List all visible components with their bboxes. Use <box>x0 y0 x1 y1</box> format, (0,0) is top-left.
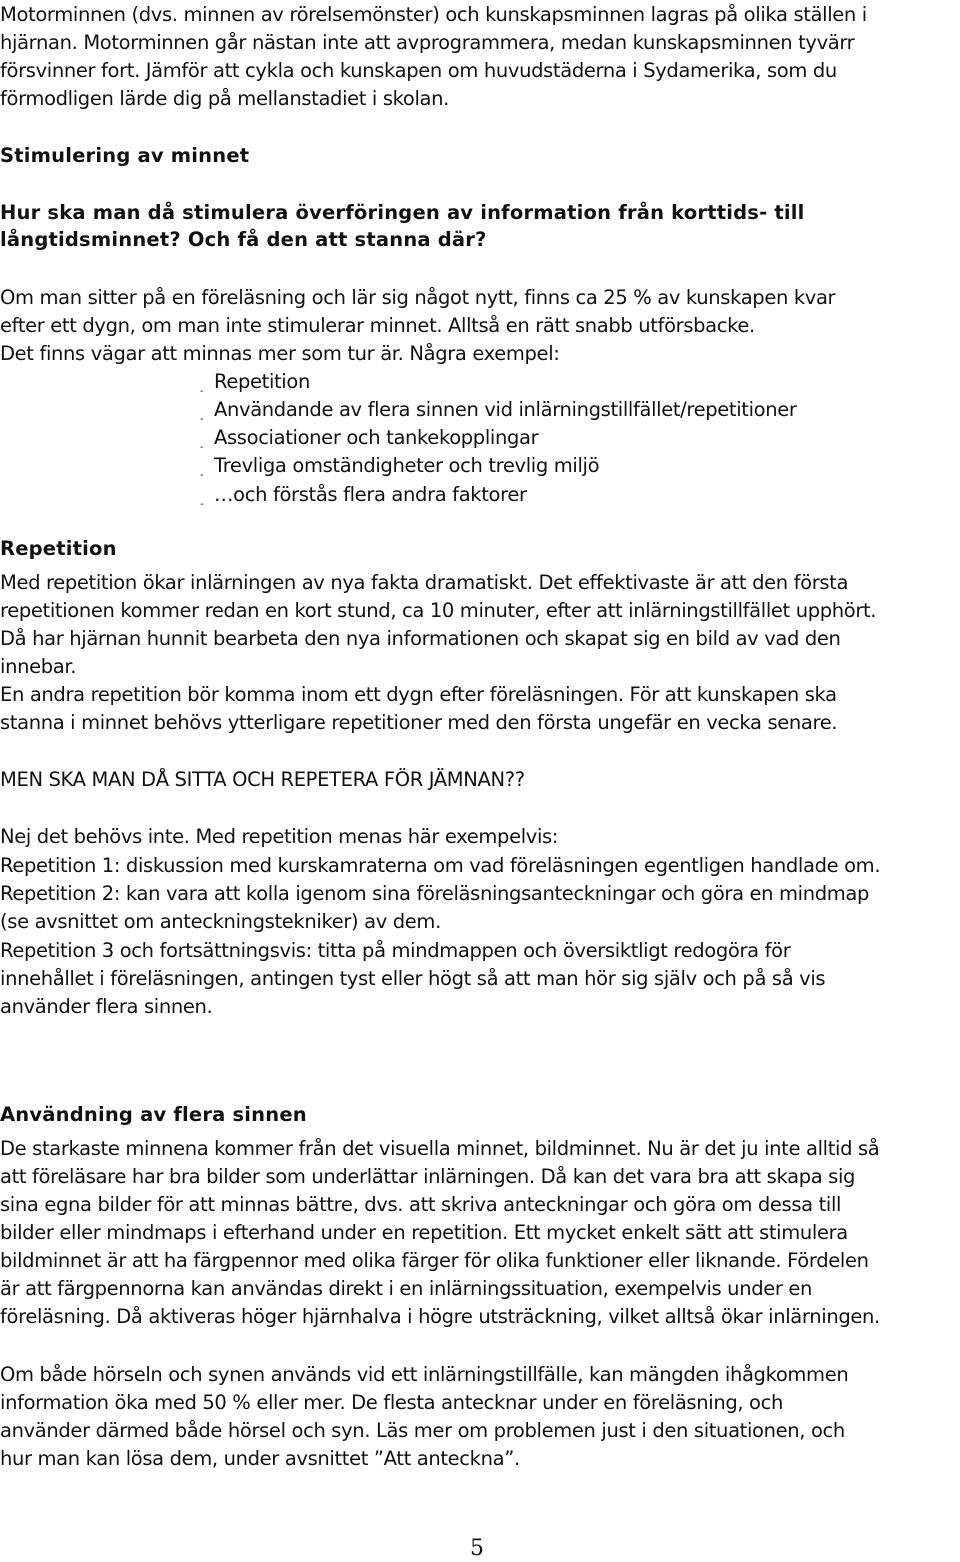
page-number: 5 <box>470 1536 484 1561</box>
body-line: repetitionen kommer redan en kort stund, ca 10 minuter, efter att inlärningstillfället upphört. <box>0 599 877 622</box>
body-line: efter ett dygn, om man inte stimulerar minnet. Alltså en rätt snabb utförsbacke. <box>0 314 755 337</box>
intro-line: Motorminnen (dvs. minnen av rörelsemönster) och kunskapsminnen lagras på olika ställen i <box>0 3 867 26</box>
body-line: hur man kan lösa dem, under avsnittet ”Att anteckna”. <box>0 1447 520 1470</box>
bullet-mark: - <box>200 499 204 510</box>
bullet-mark: - <box>200 414 204 425</box>
intro-line: hjärnan. Motorminnen går nästan inte att avprogrammera, medan kunskapsminnen tyvärr <box>0 31 855 54</box>
list-item-text: …och förstås flera andra faktorer <box>214 483 527 506</box>
bullet-mark: - <box>200 470 204 481</box>
body-line: att föreläsare har bra bilder som underlättar inlärningen. Då kan det vara bra att skapa sig <box>0 1165 856 1188</box>
bullet-mark: - <box>200 386 204 397</box>
list-item-text: Associationer och tankekopplingar <box>214 426 539 449</box>
list-item <box>200 481 527 519</box>
body-line: Nej det behövs inte. Med repetition menas här exempelvis: <box>0 825 559 848</box>
section-heading-repetition: Repetition <box>0 537 117 560</box>
list-item-text: Repetition <box>214 370 310 393</box>
list-item-text: Användande av flera sinnen vid inlärningstillfället/repetitioner <box>214 398 797 421</box>
emphasis-line: MEN SKA MAN DÅ SITTA OCH REPETERA FÖR JÄMNAN?? <box>0 768 525 791</box>
body-line: information öka med 50 % eller mer. De flesta antecknar under en föreläsning, och <box>0 1391 784 1414</box>
body-line: Om man sitter på en föreläsning och lär sig något nytt, finns ca 25 % av kunskapen kvar <box>0 286 836 309</box>
body-line: (se avsnittet om anteckningstekniker) av dem. <box>0 910 441 933</box>
body-line: Om både hörseln och synen används vid ett inlärningstillfälle, kan mängden ihågkommen <box>0 1363 849 1386</box>
body-line: Med repetition ökar inlärningen av nya fakta dramatiskt. Det effektivaste är att den första <box>0 571 849 594</box>
body-line: sina egna bilder för att minnas bättre, dvs. att skriva anteckningar och göra om dessa till <box>0 1193 842 1216</box>
body-line: De starkaste minnena kommer från det visuella minnet, bildminnet. Nu är det ju inte alltid så <box>0 1137 880 1160</box>
body-line: stanna i minnet behövs ytterligare repetitioner med den första ungefär en vecka senare. <box>0 711 838 734</box>
body-line: innehållet i föreläsningen, antingen tyst eller högt så att man hör sig själv och på så vis <box>0 967 826 990</box>
question-line: långtidsminnet? Och få den att stanna där? <box>0 228 487 251</box>
section-heading-sinnen: Användning av flera sinnen <box>0 1103 307 1126</box>
intro-line: försvinner fort. Jämför att cykla och kunskapen om huvudstäderna i Sydamerika, som du <box>0 59 837 82</box>
body-line: använder flera sinnen. <box>0 995 213 1018</box>
body-line: bilder eller mindmaps i efterhand under en repetition. Ett mycket enkelt sätt att stimulera <box>0 1221 848 1244</box>
body-line: är att färgpennorna kan användas direkt i en inlärningssituation, exempelvis under en <box>0 1277 813 1300</box>
body-line: Det finns vägar att minnas mer som tur är. Några exempel: <box>0 342 560 365</box>
body-line: Repetition 1: diskussion med kurskamraterna om vad föreläsningen egentligen handlade om. <box>0 854 881 877</box>
body-line: Då har hjärnan hunnit bearbeta den nya informationen och skapat sig en bild av vad den <box>0 627 841 650</box>
bullet-mark: - <box>200 442 204 453</box>
body-line: använder därmed både hörsel och syn. Läs mer om problemen just i den situationen, och <box>0 1419 845 1442</box>
body-line: bildminnet är att ha färgpennor med olika färger för olika funktioner eller liknande. Fördelen <box>0 1249 869 1272</box>
body-line: Repetition 2: kan vara att kolla igenom sina föreläsningsanteckningar och göra en mindmap <box>0 882 870 905</box>
body-line: En andra repetition bör komma inom ett dygn efter föreläsningen. För att kunskapen ska <box>0 683 837 706</box>
body-line: föreläsning. Då aktiveras höger hjärnhalva i högre utsträckning, vilket alltså ökar inlärningen. <box>0 1305 880 1328</box>
intro-line: förmodligen lärde dig på mellanstadiet i skolan. <box>0 87 450 110</box>
section-heading-stimulering: Stimulering av minnet <box>0 144 250 167</box>
list-item-text: Trevliga omständigheter och trevlig miljö <box>214 454 600 477</box>
body-line: innebar. <box>0 655 77 678</box>
question-line: Hur ska man då stimulera överföringen av information från korttids- till <box>0 201 805 224</box>
body-line: Repetition 3 och fortsättningsvis: titta på mindmappen och översiktligt redogöra för <box>0 939 791 962</box>
